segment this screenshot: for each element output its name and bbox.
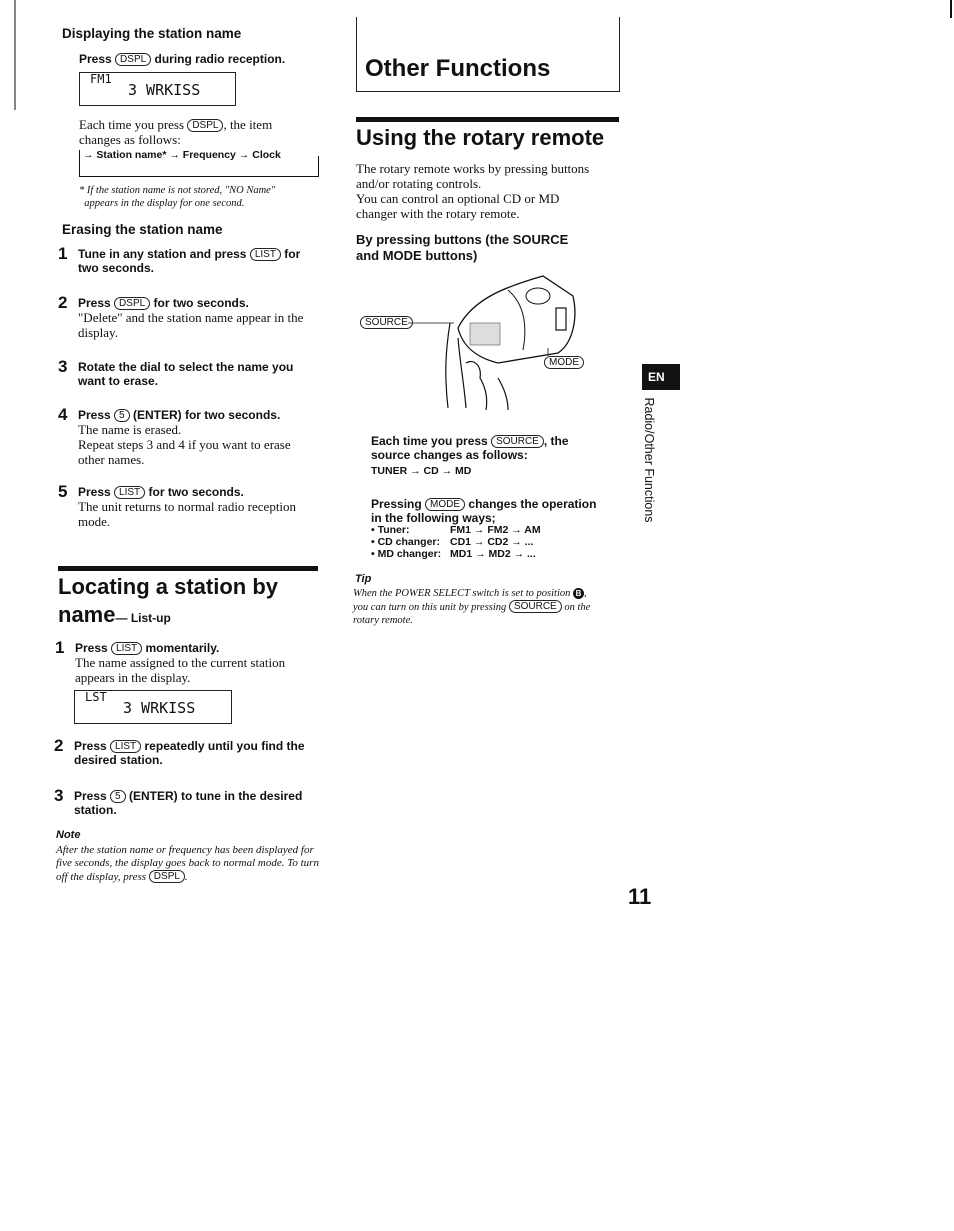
rotary-remote-illustration: [358, 268, 588, 418]
vertical-section-label: Radio/Other Functions: [642, 397, 656, 523]
lcd-display-lst: LST 3 WRKISS: [74, 690, 232, 724]
press-dspl-line: Press DSPL during radio reception.: [79, 52, 286, 66]
position-b-circle: B: [573, 588, 584, 599]
dspl-button-label: DSPL: [115, 53, 151, 66]
note-label: Note: [56, 829, 81, 841]
section-rule-left: [58, 566, 318, 571]
locate-step-3: 3 Press 5 (ENTER) to tune in the desired station.: [54, 786, 303, 817]
rotary-intro: The rotary remote works by pressing buttons and/or rotating controls. You can control an optional CD or MD changer with the rotary remote.: [356, 161, 590, 221]
mode-item-md: • MD changer: MD1 → MD2 → ...: [371, 548, 536, 560]
by-pressing-heading: By pressing buttons (the SOURCE and MODE buttons): [356, 232, 569, 263]
pressing-mode-text: Pressing MODE changes the operation in the following ways;: [371, 497, 597, 525]
erase-step-4: 4 Press 5 (ENTER) for two seconds. The name is erased. Repeat steps 3 and 4 if you want to erase other names.: [58, 405, 291, 467]
note-text: After the station name or frequency has been displayed for five seconds, the display goes back to normal mode. To turn off the display, press DSPL .: [56, 844, 319, 883]
rotary-title: Using the rotary remote: [356, 125, 605, 150]
each-source-text: Each time you press SOURCE , the source changes as follows:: [371, 434, 569, 462]
erase-heading: Erasing the station name: [62, 222, 223, 237]
page-number: 11: [628, 884, 652, 909]
erase-step-2: 2 Press DSPL for two seconds. "Delete" and the station name appear in the display.: [58, 293, 304, 340]
scan-edge-mark-right: [950, 0, 952, 18]
erase-step-5: 5 Press LIST for two seconds. The unit returns to normal radio reception mode.: [58, 482, 297, 529]
section-title: Other Functions: [365, 55, 551, 82]
erase-step-1: 1 Tune in any station and press LIST for two seconds.: [58, 244, 301, 275]
lcd-display-fm1: FM1 3 WRKISS: [79, 72, 236, 106]
footnote: * If the station name is not stored, "NO Name" appears in the display for one second.: [79, 185, 276, 209]
locate-step-1: 1 Press LIST momentarily. The name assigned to the current station appears in the display.: [55, 638, 286, 685]
section-title-box: [356, 17, 620, 92]
locate-step-2: 2 Press LIST repeatedly until you find the desired station.: [54, 736, 305, 767]
cycle-diagram: → Station name* → Frequency → Clock: [79, 150, 319, 178]
mode-label: MODE: [544, 356, 584, 369]
mode-item-cd: • CD changer: CD1 → CD2 → ...: [371, 536, 534, 548]
rotary-remote-drawing: [358, 268, 588, 418]
each-time-text: Each time you press DSPL , the item changes as follows:: [79, 117, 273, 147]
source-label: SOURCE: [360, 316, 413, 329]
source-sequence: TUNER → CD → MD: [371, 465, 472, 477]
tip-text: When the POWER SELECT switch is set to position B , you can turn on this unit by pressing SOURCE on the rotary remote.: [353, 588, 591, 626]
display-heading: Displaying the station name: [62, 26, 242, 41]
erase-step-3: 3 Rotate the dial to select the name you want to erase.: [58, 357, 294, 388]
mode-item-tuner: • Tuner: FM1 → FM2 → AM: [371, 524, 541, 536]
section-rule-right: [356, 117, 619, 122]
en-tab: EN: [642, 364, 680, 390]
mode-list: [371, 524, 541, 560]
tip-label: Tip: [355, 573, 372, 585]
locating-title: Locating a station by name— List-up: [58, 574, 279, 627]
scan-edge-mark: [14, 0, 16, 110]
